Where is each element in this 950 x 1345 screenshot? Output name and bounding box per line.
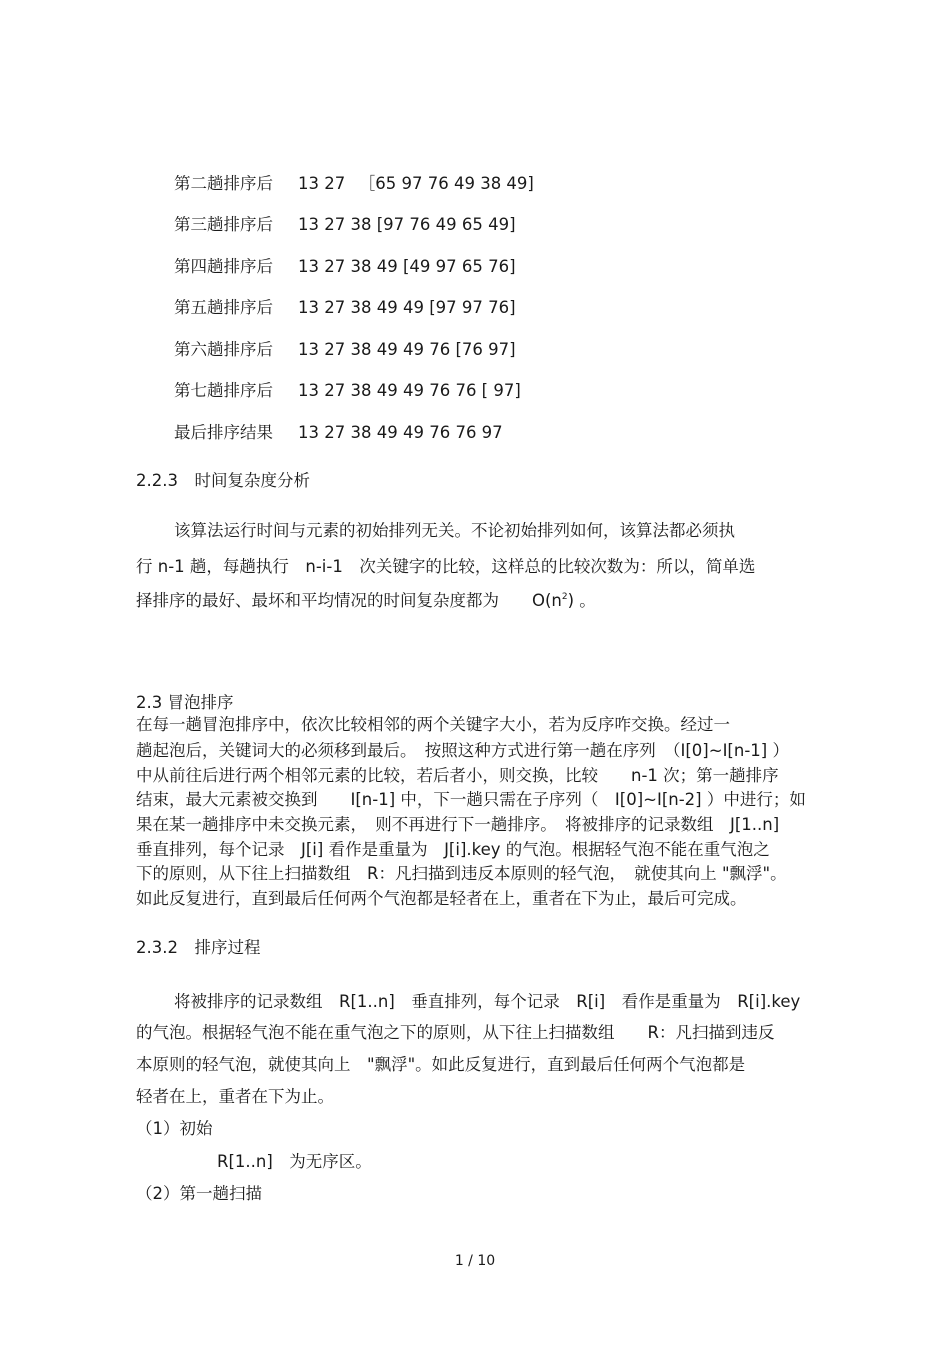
paragraph-line: 轻者在上，重者在下为止。 [136,1087,334,1106]
sort-row-label: 第四趟排序后 [174,257,273,276]
paragraph-text: ) 。 [567,591,596,610]
sort-row-label: 第七趟排序后 [174,381,273,400]
paragraph-line: 垂直排列，每个记录 J[i] 看作是重量为 J[i].key 的气泡。根据轻气泡不能在重气泡之 [136,840,770,859]
paragraph-line: 果在某一趟排序中未交换元素， 则不再进行下一趟排序。 将被排序的记录数组 J[1..n] [136,815,780,834]
paragraph-line: 中从前往后进行两个相邻元素的比较，若后者小，则交换，比较 n-1 次；第一趟排序 [136,766,779,785]
sort-row-label: 第二趟排序后 [174,174,273,193]
list-item-detail: R[1..n] 为无序区。 [217,1152,372,1171]
paragraph-line: 结束，最大元素被交换到 I[n-1] 中，下一趟只需在子序列（ I[0]~I[n-2] ）中进行；如 [136,790,806,809]
sort-row-value: 13 27 ［65 97 76 49 38 49] [298,174,534,193]
paragraph-line [136,590,596,612]
sort-row-label: 第三趟排序后 [174,215,273,234]
sort-row-value: 13 27 38 49 49 76 76 97 [298,423,503,442]
paragraph-line: 该算法运行时间与元素的初始排列无关。不论初始排列如何，该算法都必须执 [174,521,735,540]
page-number: 1 / 10 [454,1253,496,1269]
paragraph-line: 将被排序的记录数组 R[1..n] 垂直排列，每个记录 R[i] 看作是重量为 R[i].key [174,992,801,1011]
sort-row-label: 最后排序结果 [174,423,273,442]
paragraph-line: 趟起泡后，关键词大的必须移到最后。 按照这种方式进行第一趟在序列 （I[0]~I[n-1] ） [136,741,789,760]
paragraph-line: 本原则的轻气泡，就使其向上 "飘浮"。如此反复进行，直到最后任何两个气泡都是 [136,1055,746,1074]
sort-row-value: 13 27 38 [97 76 49 65 49] [298,215,516,234]
paragraph-line: 在每一趟冒泡排序中，依次比较相邻的两个关键字大小，若为反序咋交换。经过一 [136,715,730,734]
section-heading: 2.2.3 时间复杂度分析 [136,471,310,490]
list-item: （1）初始 [136,1119,213,1138]
sort-row-label: 第六趟排序后 [174,340,273,359]
sort-row-value: 13 27 38 49 49 76 [76 97] [298,340,516,359]
paragraph-line: 的气泡。根据轻气泡不能在重气泡之下的原则，从下往上扫描数组 R：凡扫描到违反 [136,1023,775,1042]
list-item: （2）第一趟扫描 [136,1184,262,1203]
paragraph-line: 下的原则，从下往上扫描数组 R：凡扫描到违反本原则的轻气泡， 就使其向上 "飘浮"。 [136,864,787,883]
sort-row-value: 13 27 38 49 49 [97 97 76] [298,298,516,317]
sort-row-value: 13 27 38 49 49 76 76 [ 97] [298,381,521,400]
section-heading: 2.3 冒泡排序 [136,693,234,712]
superscript: 2 [561,592,568,602]
paragraph-line: 行 n-1 趟，每趟执行 n-i-1 次关键字的比较，这样总的比较次数为：所以，简单选 [136,557,756,576]
paragraph-text: 择排序的最好、最坏和平均情况的时间复杂度都为 O(n [136,591,562,610]
sort-row-label: 第五趟排序后 [174,298,273,317]
section-heading: 2.3.2 排序过程 [136,938,261,957]
paragraph-line: 如此反复进行，直到最后任何两个气泡都是轻者在上，重者在下为止，最后可完成。 [136,889,747,908]
sort-row-value: 13 27 38 49 [49 97 65 76] [298,257,516,276]
